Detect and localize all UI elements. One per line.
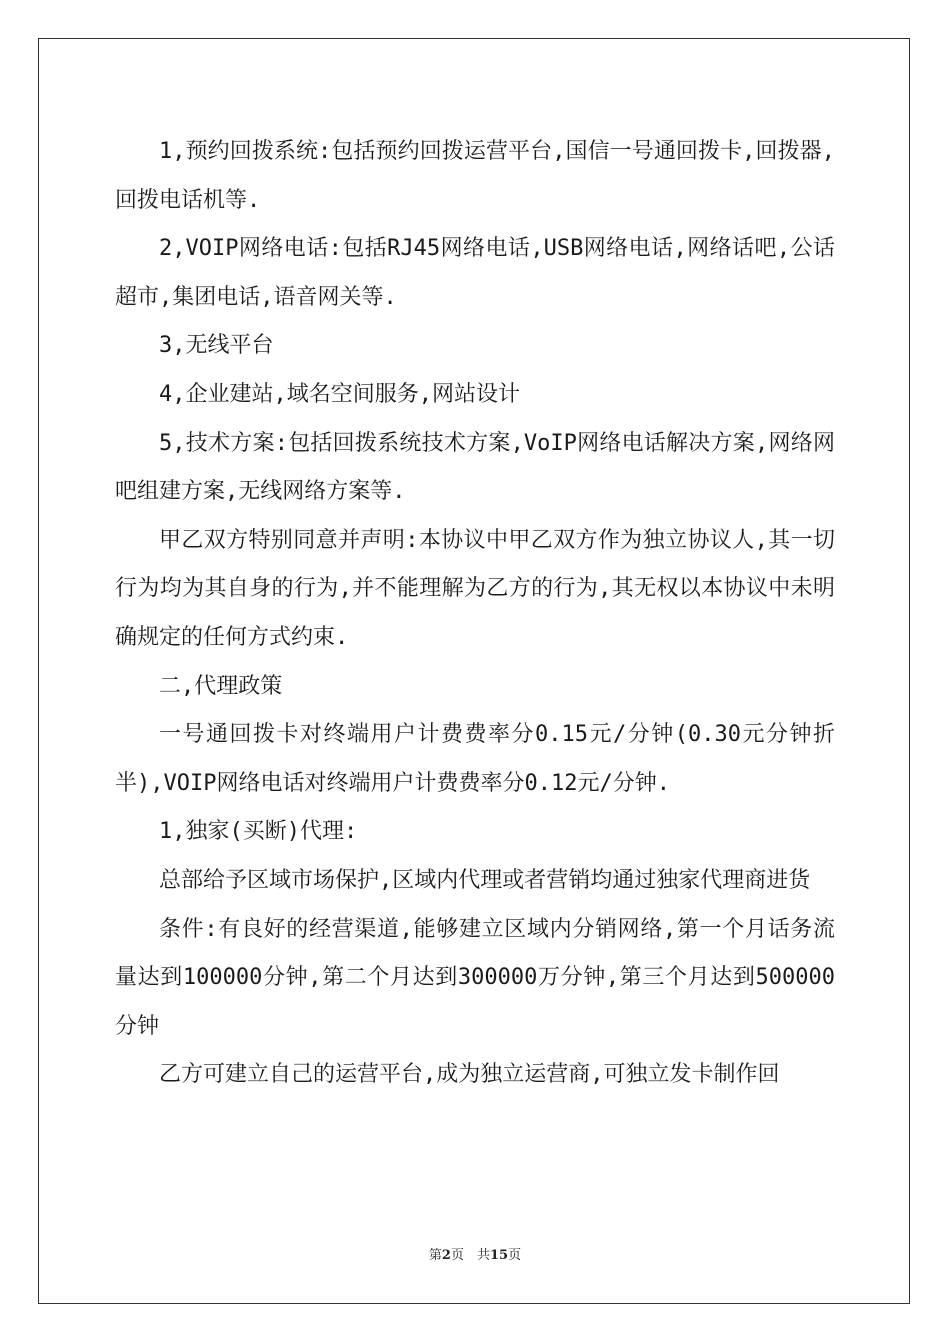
paragraph-10: 总部给予区域市场保护,区域内代理或者营销均通过独家代理商进货 — [159, 867, 811, 893]
paragraph-9: 1,独家(买断)代理: — [159, 819, 358, 845]
footer-mid: 页 共 — [450, 1248, 490, 1263]
document-body — [115, 128, 835, 1100]
paragraph-8: 一号通回拨卡对终端用户计费费率分0.15元/分钟(0.30元分钟折半),VOIP网络电话对终端用户计费费率分0.12元/分钟. — [115, 722, 835, 796]
section-heading: 二,代理政策 — [159, 673, 283, 699]
paragraph-4: 4,企业建站,域名空间服务,网站设计 — [159, 381, 520, 407]
paragraph-11: 条件:有良好的经营渠道,能够建立区域内分销网络,第一个月话务流量达到100000分钟,第二个月达到300000万分钟,第三个月达到500000分钟 — [115, 916, 835, 1039]
page-footer — [0, 1244, 950, 1263]
paragraph-3: 3,无线平台 — [159, 333, 274, 359]
paragraph-1: 1,预约回拨系统:包括预约回拨运营平台,国信一号通回拨卡,回拨器,回拨电话机等. — [115, 139, 835, 213]
paragraph-12: 乙方可建立自己的运营平台,成为独立运营商,可独立发卡制作回 — [159, 1062, 780, 1088]
paragraph-2: 2,VOIP网络电话:包括RJ45网络电话,USB网络电话,网络话吧,公话超市,集团电话,语音网关等. — [115, 236, 835, 310]
footer-suffix: 页 — [508, 1248, 522, 1263]
footer-total-pages: 15 — [489, 1248, 509, 1263]
paragraph-5: 5,技术方案:包括回拨系统技术方案,VoIP网络电话解决方案,网络网吧组建方案,无线网络方案等. — [115, 430, 835, 505]
footer-page-number: 2 — [441, 1248, 451, 1263]
paragraph-6: 甲乙双方特别同意并声明:本协议中甲乙双方作为独立协议人,其一切行为均为其自身的行为,并不能理解为乙方的行为,其无权以本协议中未明确规定的任何方式约束. — [115, 527, 835, 650]
footer-prefix: 第 — [428, 1248, 442, 1263]
